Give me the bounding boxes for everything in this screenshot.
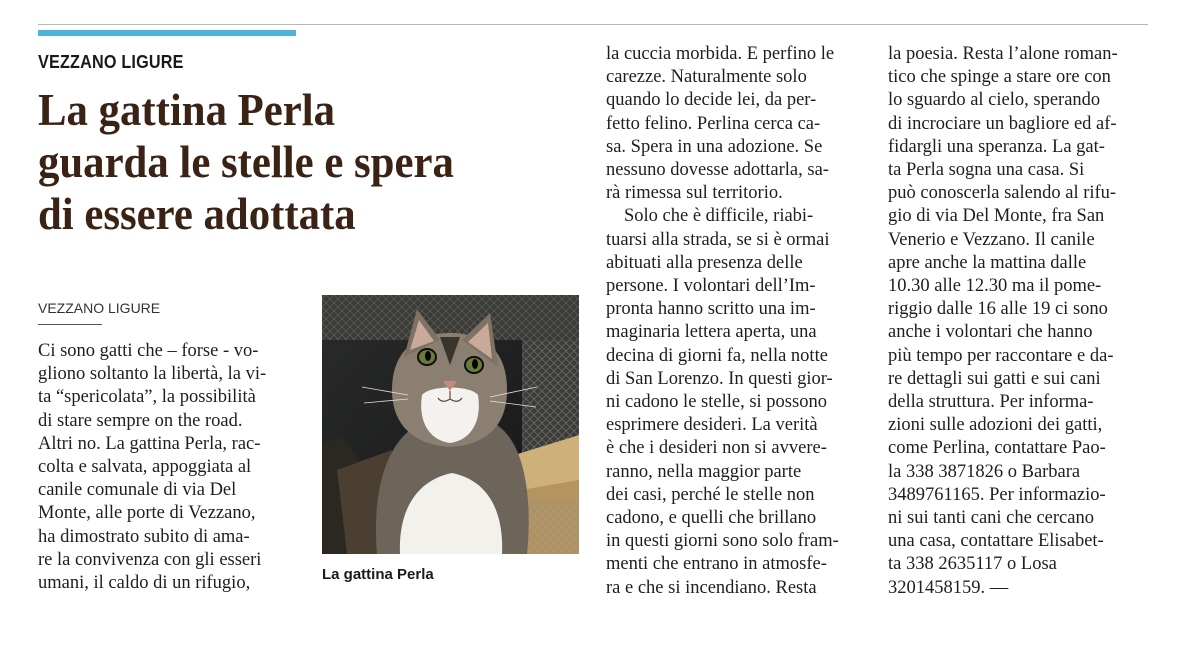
text-line: la 338 3871826 o Barbara — [888, 461, 1081, 482]
text-line: Solo che è difficile, riabi- — [624, 206, 814, 227]
text-line: rà rimessa sul territorio. — [606, 183, 783, 204]
section-accent-bar — [38, 30, 296, 36]
text-line: re la convivenza con gli esseri — [38, 549, 262, 570]
text-line: è che i desideri non si avvere- — [606, 438, 827, 459]
text-line: gliono soltanto la libertà, la vi- — [38, 364, 267, 385]
text-line: colta e salvata, appoggiata al — [38, 457, 252, 478]
article-column-3 — [888, 43, 1150, 600]
text-line: Altri no. La gattina Perla, rac- — [38, 433, 261, 454]
text-line: anche i volontari che hanno — [888, 322, 1093, 343]
text-line: nessuno dovesse adottarla, sa- — [606, 160, 829, 181]
text-line: gio di via Del Monte, fra San — [888, 206, 1105, 227]
photo-caption: La gattina Perla — [322, 566, 434, 583]
text-line: carezze. Naturalmente solo — [606, 67, 807, 88]
text-line: pronta hanno scritto una im- — [606, 299, 816, 320]
text-line: ni cadono le stelle, si possono — [606, 392, 827, 413]
text-line: la poesia. Resta l’alone roman- — [888, 44, 1118, 64]
article-column-1 — [38, 340, 296, 595]
text-line: maginaria lettera aperta, una — [606, 322, 817, 343]
text-line: tico che spinge a stare ore con — [888, 67, 1111, 88]
byline-rule — [38, 324, 102, 325]
text-line: di San Lorenzo. In questi gior- — [606, 368, 833, 389]
headline-line: guarda le stelle e spera — [38, 136, 454, 187]
cat-photo — [322, 295, 579, 554]
text-line: ha dimostrato subito di ama- — [38, 526, 250, 547]
text-line: della struttura. Per informa- — [888, 392, 1094, 413]
text-line: ranno, nella maggior parte — [606, 461, 802, 482]
text-line: dei casi, perché le stelle non — [606, 484, 815, 505]
text-line: zioni sulle adozioni dei gatti, — [888, 415, 1103, 436]
text-line: Monte, alle porte di Vezzano, — [38, 503, 256, 524]
text-line: di incrociare un bagliore ed af- — [888, 113, 1117, 134]
text-line: re dettagli sui gatti e sui cani — [888, 368, 1101, 389]
text-line: sa. Spera in una adozione. Se — [606, 136, 823, 157]
text-line: decina di giorni fa, nella notte — [606, 345, 828, 366]
text-line: può conoscerla salendo al rifu- — [888, 183, 1117, 204]
text-line: cadono, e quelli che brillano — [606, 508, 817, 529]
text-line: come Perlina, contattare Pao- — [888, 438, 1106, 459]
text-line: quando lo decide lei, da per- — [606, 90, 817, 111]
text-line: una casa, contattare Elisabet- — [888, 531, 1104, 552]
top-rule — [38, 24, 1148, 25]
text-line: più tempo per raccontare e da- — [888, 345, 1114, 366]
byline: VEZZANO LIGURE — [38, 300, 161, 316]
text-line: ta “spericolata”, la possibilità — [38, 387, 256, 408]
text-line: ra e che si incendiano. Resta — [606, 577, 817, 598]
text-line: fetto felino. Perlina cerca ca- — [606, 113, 821, 134]
article-column-2 — [606, 43, 864, 600]
text-line: lo sguardo al cielo, sperando — [888, 90, 1101, 111]
text-line: ta Perla sogna una casa. Si — [888, 160, 1085, 181]
text-line: 3489761165. Per informazio- — [888, 484, 1106, 505]
headline-line: di essere adottata — [38, 188, 356, 239]
text-line: di stare sempre on the road. — [38, 410, 243, 431]
text-line: riggio dalle 16 alle 19 ci sono — [888, 299, 1108, 320]
text-line: apre anche la mattina dalle — [888, 252, 1087, 273]
text-line: in questi giorni sono solo fram- — [606, 531, 839, 552]
text-line: ni sui tanti cani che cercano — [888, 508, 1094, 529]
text-line: 3201458159. — — [888, 577, 1009, 598]
text-line: abituati alla presenza delle — [606, 252, 803, 273]
text-line: umani, il caldo di un rifugio, — [38, 573, 251, 594]
text-line: Venerio e Vezzano. Il canile — [888, 229, 1095, 250]
headline-line: La gattina Perla — [38, 84, 336, 135]
text-line: persone. I volontari dell’Im- — [606, 276, 816, 297]
headline — [38, 84, 596, 240]
text-line: la cuccia morbida. E perfino le — [606, 44, 835, 64]
text-line: fidargli una speranza. La gat- — [888, 136, 1105, 157]
text-line: 10.30 alle 12.30 ma il pome- — [888, 276, 1102, 297]
text-line: canile comunale di via Del — [38, 480, 237, 501]
text-line: menti che entrano in atmosfe- — [606, 554, 827, 575]
text-line: esprimere desideri. La verità — [606, 415, 818, 436]
text-line: ta 338 2635117 o Losa — [888, 554, 1057, 575]
kicker: VEZZANO LIGURE — [38, 52, 184, 72]
text-line: tuarsi alla strada, se si è ormai — [606, 229, 830, 250]
text-line: Ci sono gatti che – forse - vo- — [38, 341, 259, 361]
